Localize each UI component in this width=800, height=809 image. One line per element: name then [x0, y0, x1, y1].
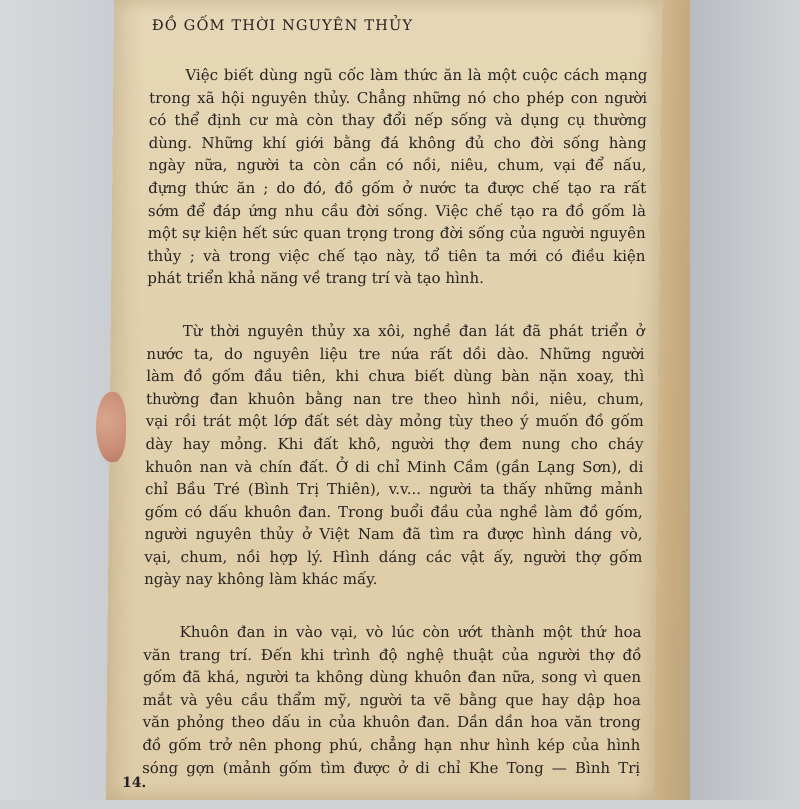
text-line: có thể định cư mà còn thay đổi nếp sống và dụng cụ thường — [148, 111, 648, 130]
text-line: thường đan khuôn bằng nan tre theo hình nồi, niêu, chum, — [145, 389, 645, 408]
background-right — [690, 0, 800, 800]
page-content — [142, 18, 648, 809]
finger — [96, 392, 126, 462]
text-line: dày hay mỏng. Khi đất khô, người thợ đem nung cho cháy — [145, 434, 644, 453]
text-line: mắt và yêu cầu thẩm mỹ, người ta vẽ bằng que hay dập hoa — [142, 690, 641, 709]
text-line: nước ta, do nguyên liệu tre nứa rất dồi dào. Những người — [146, 344, 645, 363]
text-line: sớm để đáp ứng nhu cầu đời sống. Việc chế tạo ra đồ gốm là — [147, 201, 647, 220]
book-page — [106, 0, 662, 800]
text-line: Khuôn đan in vào vại, vò lúc còn ướt thành một thứ hoa — [179, 623, 642, 642]
text-line: Việc biết dùng ngũ cốc làm thức ăn là một cuộc cách mạng — [185, 66, 648, 84]
text-line: làm đồ gốm đầu tiên, khi chưa biết dùng bàn nặn xoay, thì — [146, 367, 645, 386]
paragraph-2 — [144, 320, 645, 591]
text-line: văn phỏng theo dấu in của khuôn đan. Dần dần hoa văn trong — [142, 713, 641, 732]
page-number: 14. — [121, 775, 147, 791]
text-line: vại rồi trát một lớp đất sét dày mỏng tùy theo ý muốn đồ gốm — [145, 412, 644, 431]
text-line: thủy ; và trong việc chế tạo này, tổ tiên ta mới có điều kiện — [147, 246, 646, 265]
text-line: ngày nữa, người ta còn cần có nồi, niêu, chum, vại để nấu, — [148, 156, 647, 175]
text-line: văn trang trí. Đến khi trình độ nghệ thuật của người thợ đồ — [143, 645, 642, 664]
text-line: gốm đã khá, người ta không dùng khuôn đan nữa, song vì quen — [143, 668, 642, 687]
text-line: đồ gốm trở nên phong phú, chẳng hạn như hình kép của hình — [142, 736, 641, 755]
paragraph-1 — [147, 64, 647, 290]
text-line: sóng gợn (mảnh gốm tìm được ở di chỉ Khe Tong — Bình Trị — [142, 758, 641, 777]
text-line: dùng. Những khí giới bằng đá không đủ cho đời sống hàng — [148, 133, 647, 152]
text-line: trong xã hội nguyên thủy. Chẳng những nó cho phép con người — [149, 88, 648, 107]
text-line: vại, chum, nồi hợp lý. Hình dáng các vật ấy, người thợ gốm — [144, 547, 643, 566]
text-line: chỉ Bầu Tré (Bình Trị Thiên), v.v... người ta thấy những mảnh — [144, 480, 644, 499]
paragraph-3 — [142, 621, 642, 779]
running-header: ĐỒ GỐM THỜI NGUYÊN THỦY — [151, 18, 414, 34]
text-line: phát triển khả năng về trang trí và tạo hình. — [147, 269, 485, 288]
text-line: đựng thức ăn ; do đó, đồ gốm ở nước ta được chế tạo ra rất — [148, 178, 647, 197]
text-line: người nguyên thủy ở Việt Nam đã tìm ra được hình dáng vò, — [144, 525, 643, 544]
text-line: một sự kiện hết sức quan trọng trong đời sống của người nguyên — [147, 224, 646, 243]
text-line: Từ thời nguyên thủy xa xôi, nghề đan lát đã phát triển ở — [182, 321, 645, 340]
text-line: gốm có dấu khuôn đan. Trong buổi đầu của nghề làm đồ gốm, — [144, 502, 643, 521]
text-line: khuôn nan và chín đất. Ở di chỉ Minh Cầm (gần Lạng Sơn), di — [145, 457, 644, 476]
text-line: ngày nay không làm khác mấy. — [144, 570, 378, 589]
